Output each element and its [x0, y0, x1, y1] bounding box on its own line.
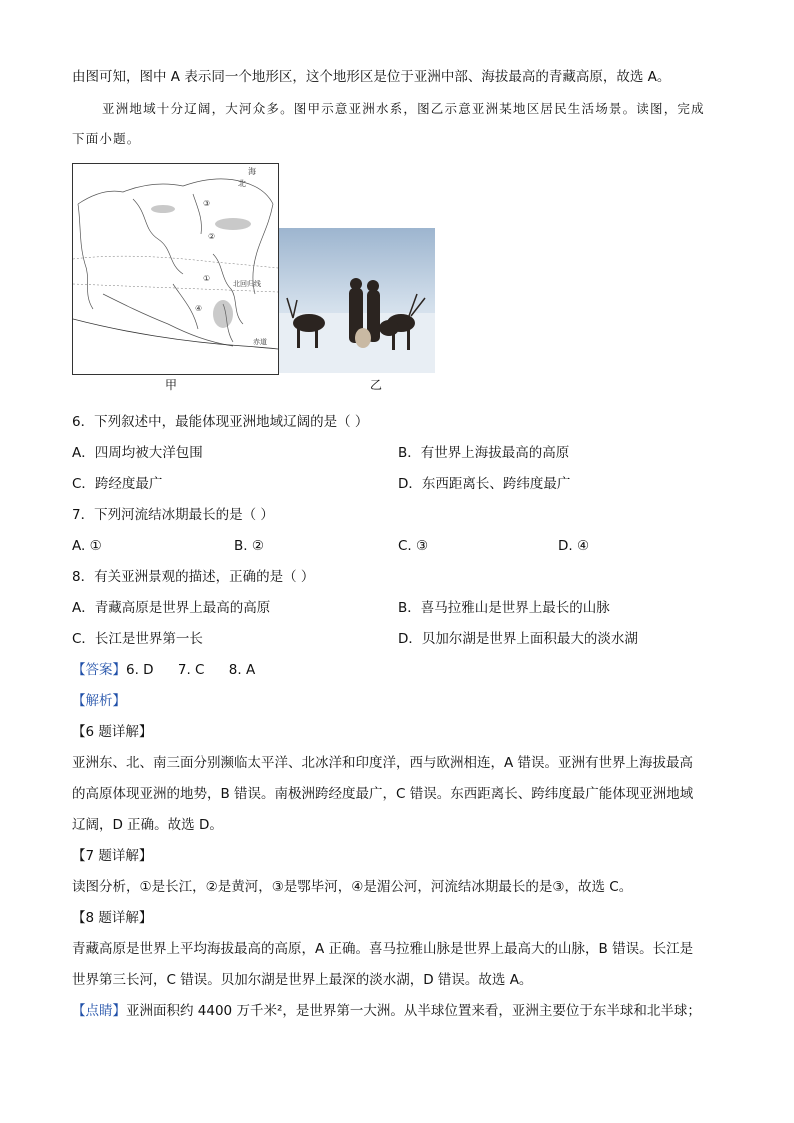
answer-8: 8. A [228, 662, 256, 678]
answer-label: 【答案】 [72, 662, 126, 678]
map-label-north: 北 [238, 179, 246, 188]
passage-line-2: 下面小题。 [72, 131, 141, 146]
q8-option-c[interactable]: C．长江是世界第一长 [72, 631, 203, 647]
q6-option-d[interactable]: D．东西距离长、跨纬度最广 [398, 476, 571, 492]
q6-stem: 6．下列叙述中，最能体现亚洲地域辽阔的是（ ） [72, 414, 369, 430]
detail7-title: 【7 题详解】 [72, 848, 153, 864]
detail6-title: 【6 题详解】 [72, 724, 153, 740]
map-label-tropic: 北回归线 [233, 280, 261, 288]
map-label-circle1: ① [203, 274, 211, 283]
dianjing-row [72, 1001, 701, 1021]
map-label-circle3: ③ [203, 199, 211, 208]
map-label-sea: 海 [248, 167, 256, 176]
q7-option-b[interactable]: B. ② [234, 538, 264, 554]
q8-option-a[interactable]: A．青藏高原是世界上最高的高原 [72, 600, 271, 616]
q6-option-b[interactable]: B．有世界上海拔最高的高原 [398, 445, 570, 461]
map-caption: 甲 [165, 378, 178, 392]
q7-option-c[interactable]: C. ③ [398, 538, 429, 554]
passage-line-1: 亚洲地域十分辽阔，大河众多。图甲示意亚洲水系，图乙示意亚洲某地区居民生活场景。读图，完成 [102, 101, 705, 116]
q8-option-d[interactable]: D．贝加尔湖是世界上面积最大的淡水湖 [398, 631, 638, 647]
photo-caption: 乙 [370, 378, 383, 392]
q8-option-b[interactable]: B．喜马拉雅山是世界上最长的山脉 [398, 600, 610, 616]
answer-6: 6. D [126, 662, 154, 678]
answer-row [72, 660, 255, 680]
dianjing-label: 【点睛】 [72, 1003, 126, 1019]
q7-stem: 7．下列河流结冰期最长的是（ ） [72, 507, 274, 523]
dianjing-text: 亚洲面积约 4400 万千米²，是世界第一大洲。从半球位置来看，亚洲主要位于东半球和北半球； [126, 1003, 701, 1019]
reindeer-photo [279, 228, 435, 373]
detail8-line-2: 世界第三长河，C 错误。贝加尔湖是世界上最深的淡水湖，D 错误。故选 A。 [72, 972, 533, 988]
q7-option-d[interactable]: D. ④ [558, 538, 590, 554]
map-label-circle2: ② [208, 232, 216, 241]
detail6-line-2: 的高原体现亚洲的地势，B 错误。南极洲跨经度最广，C 错误。东西距离长、跨纬度最广能体现亚洲地域 [72, 786, 694, 802]
map-label-circle4: ④ [195, 304, 203, 313]
detail6-line-1: 亚洲东、北、南三面分别濒临太平洋、北冰洋和印度洋，西与欧洲相连，A 错误。亚洲有世界上海拔最高 [72, 755, 694, 771]
q6-option-a[interactable]: A．四周均被大洋包围 [72, 445, 203, 461]
asia-river-map [72, 163, 279, 375]
asia-map-drawing [73, 164, 278, 374]
detail8-line-1: 青藏高原是世界上平均海拔最高的高原，A 正确。喜马拉雅山脉是世界上最高大的山脉，B 错误。长江是 [72, 941, 694, 957]
map-label-equator: 赤道 [253, 338, 267, 346]
reindeer-scene [279, 228, 435, 373]
answer-7: 7. C [177, 662, 205, 678]
detail8-title: 【8 题详解】 [72, 910, 153, 926]
q7-option-a[interactable]: A. ① [72, 538, 102, 554]
q8-stem: 8．有关亚洲景观的描述，正确的是（ ） [72, 569, 315, 585]
intro-line: 由图可知，图中 A 表示同一个地形区，这个地形区是位于亚洲中部、海拔最高的青藏高原，故选 A。 [72, 69, 671, 85]
detail7-line-1: 读图分析，①是长江，②是黄河，③是鄂毕河，④是湄公河，河流结冰期最长的是③，故选 C。 [72, 879, 633, 895]
detail6-line-3: 辽阔，D 正确。故选 D。 [72, 817, 223, 833]
analysis-label: 【解析】 [72, 693, 126, 709]
q6-option-c[interactable]: C．跨经度最广 [72, 476, 163, 492]
